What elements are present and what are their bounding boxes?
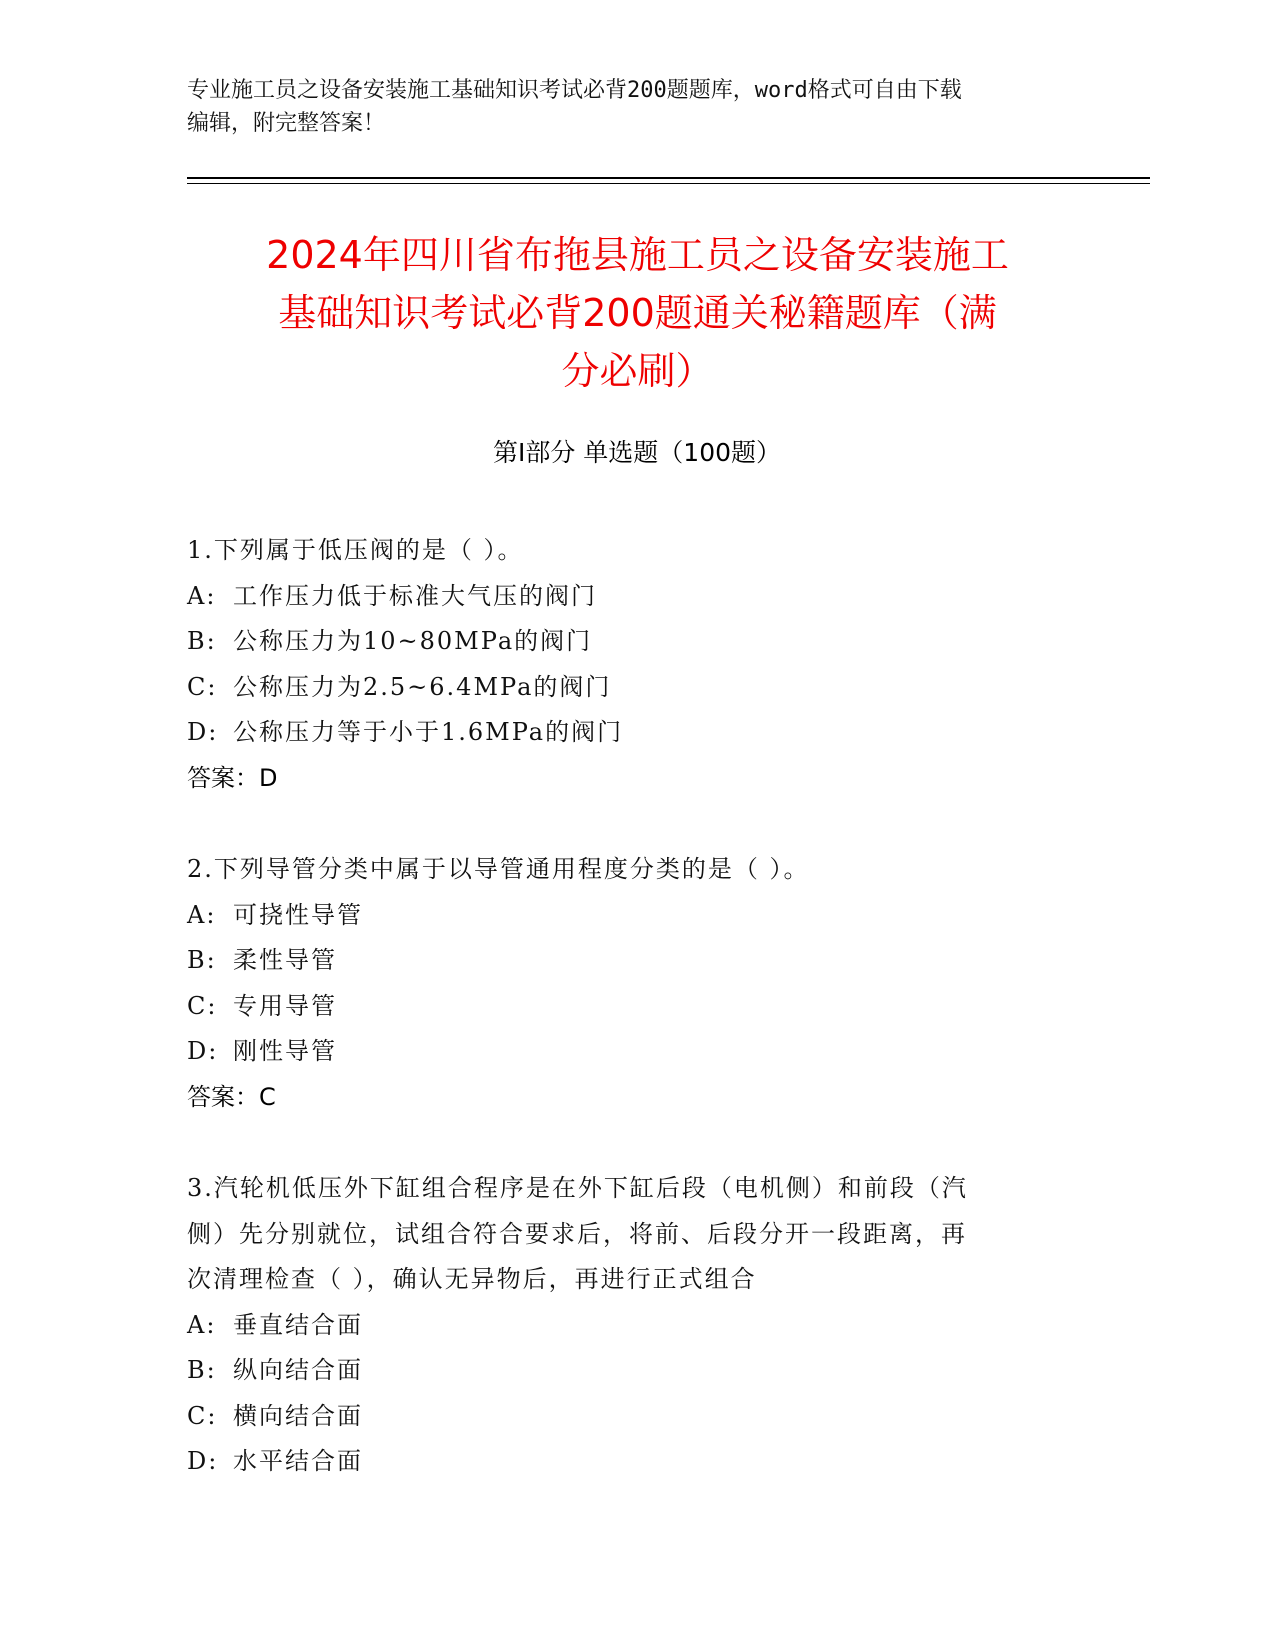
option-c bbox=[187, 984, 1067, 1030]
option-text: 专用导管 bbox=[233, 991, 337, 1020]
header-note-line1: 专业施工员之设备安装施工基础知识考试必背200题题库，word格式可自由下载 bbox=[187, 78, 962, 103]
question-list bbox=[187, 528, 1067, 1531]
option-text: 垂直结合面 bbox=[233, 1310, 363, 1339]
option-letter: A: bbox=[187, 900, 217, 929]
option-text: 工作压力低于标准大气压的阀门 bbox=[233, 581, 597, 610]
option-letter: D: bbox=[187, 1037, 219, 1065]
option-text: 公称压力为10~80MPa的阀门 bbox=[233, 627, 593, 655]
answer: 答案：D bbox=[187, 763, 278, 792]
question-stem: 1.下列属于低压阀的是（ ）。 bbox=[187, 536, 524, 564]
option-text: 公称压力等于小于1.6MPa的阀门 bbox=[233, 718, 624, 746]
title-line2: 基础知识考试必背200题通关秘籍题库（满 bbox=[278, 291, 997, 335]
header-note-line2: 编辑，附完整答案！ bbox=[187, 111, 386, 136]
option-text: 公称压力为2.5~6.4MPa的阀门 bbox=[233, 672, 612, 701]
header-rule-thick bbox=[187, 177, 1150, 179]
option-letter: B: bbox=[187, 946, 217, 974]
option-a bbox=[187, 574, 1067, 620]
option-letter: B: bbox=[187, 627, 217, 655]
answer: 答案：C bbox=[187, 1082, 276, 1111]
option-b bbox=[187, 1348, 1067, 1394]
option-b bbox=[187, 938, 1067, 984]
option-d bbox=[187, 1439, 1067, 1485]
option-d bbox=[187, 1029, 1067, 1075]
option-text: 纵向结合面 bbox=[233, 1356, 363, 1384]
option-c bbox=[187, 665, 1067, 711]
header-rule-thin bbox=[187, 183, 1150, 184]
question-stem-line: 侧）先分别就位，试组合符合要求后，将前、后段分开一段距离，再 bbox=[187, 1219, 967, 1248]
section-heading: 第Ⅰ部分 单选题（100题） bbox=[492, 438, 782, 467]
option-letter: A: bbox=[187, 581, 217, 610]
option-letter: C: bbox=[187, 991, 218, 1020]
option-text: 可挠性导管 bbox=[233, 900, 363, 929]
title-line3: 分必刷） bbox=[561, 349, 714, 393]
question-stem-line: 次清理检查（ ），确认无异物后，再进行正式组合 bbox=[187, 1265, 757, 1293]
option-letter: C: bbox=[187, 672, 218, 701]
option-letter: B: bbox=[187, 1356, 217, 1384]
question-stem-line: 3.汽轮机低压外下缸组合程序是在外下缸后段（电机侧）和前段（汽 bbox=[187, 1174, 968, 1202]
title-line1: 2024年四川省布拖县施工员之设备安装施工 bbox=[266, 233, 1009, 277]
option-d bbox=[187, 710, 1067, 756]
option-b bbox=[187, 619, 1067, 665]
option-letter: D: bbox=[187, 1447, 219, 1475]
option-text: 水平结合面 bbox=[233, 1447, 363, 1475]
option-text: 刚性导管 bbox=[233, 1037, 337, 1065]
option-a bbox=[187, 893, 1067, 939]
option-letter: D: bbox=[187, 718, 219, 746]
option-c bbox=[187, 1394, 1067, 1440]
question-3 bbox=[187, 1166, 1067, 1485]
question-1 bbox=[187, 528, 1067, 801]
option-a bbox=[187, 1303, 1067, 1349]
option-text: 柔性导管 bbox=[233, 946, 337, 974]
header-note bbox=[187, 74, 1087, 140]
document-title bbox=[170, 226, 1105, 400]
option-letter: A: bbox=[187, 1310, 217, 1339]
option-text: 横向结合面 bbox=[233, 1401, 363, 1430]
option-letter: C: bbox=[187, 1401, 218, 1430]
question-2 bbox=[187, 847, 1067, 1120]
question-stem: 2.下列导管分类中属于以导管通用程度分类的是（ ）。 bbox=[187, 855, 810, 883]
